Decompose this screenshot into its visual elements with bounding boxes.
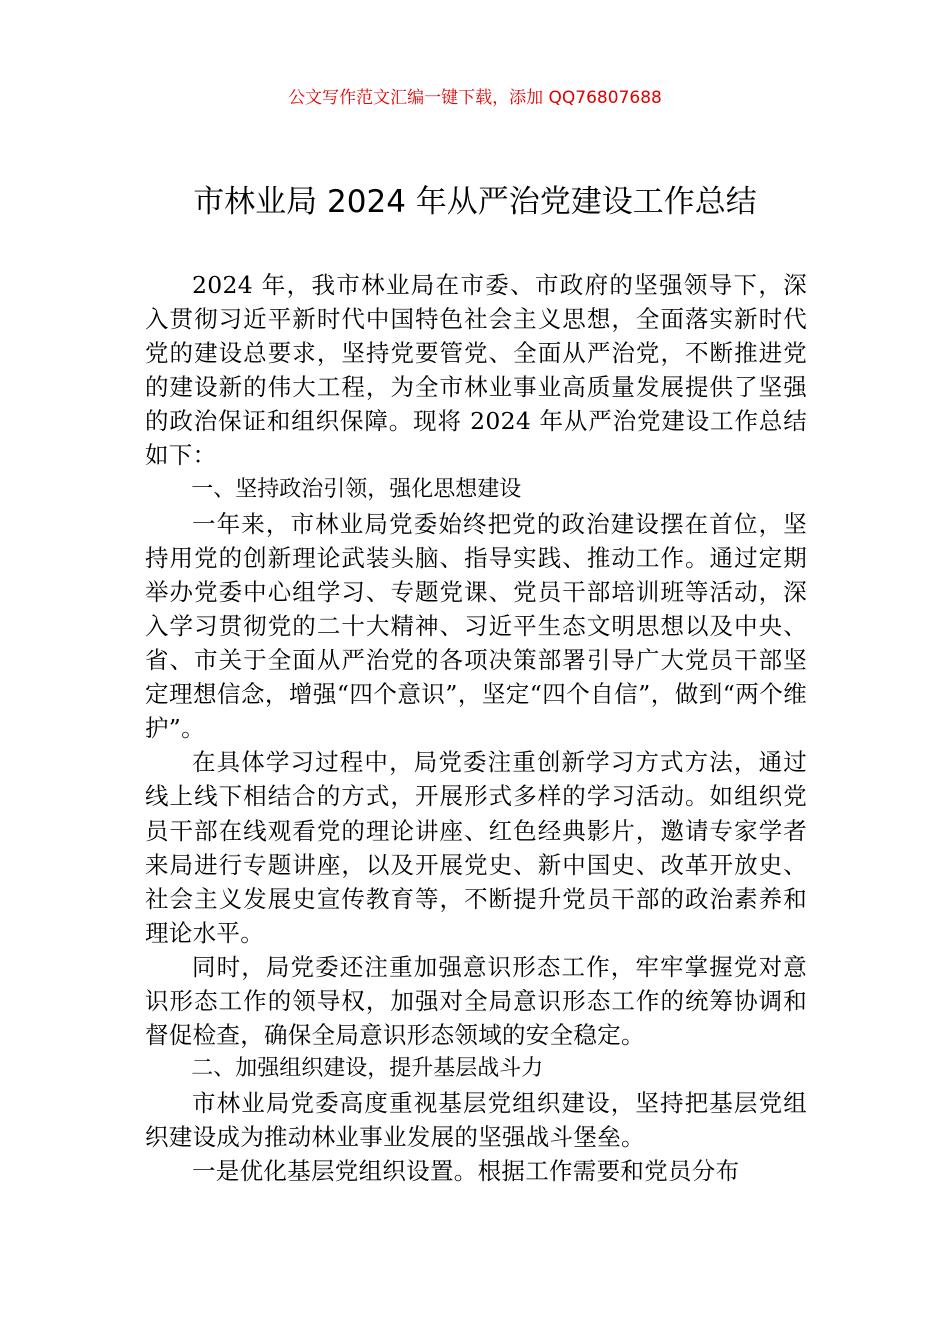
body-paragraph: 一年来，市林业局党委始终把党的政治建设摆在首位，坚持用党的创新理论武装头脑、指导实践、推动工作。通过定期举办党委中心组学习、专题党课、党员干部培训班等活动，深入学习贯彻党的二十大精神、习近平生态文明思想以及中央、省、市关于全面从严治党的各项决策部署引导广大党员干部坚定理想信念，增强“四个意识”，坚定“四个自信”，做到“两个维护”。 bbox=[145, 509, 807, 743]
promo-banner[interactable]: 公文写作范文汇编一键下载，添加 QQ76807688 bbox=[288, 88, 662, 108]
body-paragraph: 一是优化基层党组织设置。根据工作需要和党员分布 bbox=[192, 1157, 740, 1186]
section-heading: 一、坚持政治引领，强化思想建设 bbox=[191, 476, 522, 502]
body-paragraph: 同时，局党委还注重加强意识形态工作，牢牢掌握党对意识形态工作的领导权，加强对全局意识形态工作的统筹协调和督促检查，确保全局意识形态领域的安全稳定。 bbox=[145, 952, 807, 1050]
intro-paragraph: 2024 年，我市林业局在市委、市政府的坚强领导下，深入贯彻习近平新时代中国特色社会主义思想，全面落实新时代党的建设总要求，坚持党要管党、全面从严治党，不断推进党的建设新的伟大工程，为全市林业事业高质量发展提供了坚强的政治保证和组织保障。现将 2024 年从严治党建设工作总结如下： bbox=[145, 271, 807, 470]
section-heading: 二、加强组织建设，提升基层战斗力 bbox=[191, 1056, 544, 1082]
page-title: 市林业局 2024 年从严治党建设工作总结 bbox=[193, 184, 757, 220]
body-paragraph: 市林业局党委高度重视基层党组织建设，坚持把基层党组织建设成为推动林业事业发展的坚强战斗堡垒。 bbox=[145, 1089, 807, 1152]
document-body bbox=[145, 268, 807, 1189]
body-paragraph: 在具体学习过程中，局党委注重创新学习方式方法，通过线上线下相结合的方式，开展形式多样的学习活动。如组织党员干部在线观看党的理论讲座、红色经典影片，邀请专家学者来局进行专题讲座，以及开展党史、新中国史、改革开放史、社会主义发展史宣传教育等，不断提升党员干部的政治素养和理论水平。 bbox=[145, 748, 807, 947]
